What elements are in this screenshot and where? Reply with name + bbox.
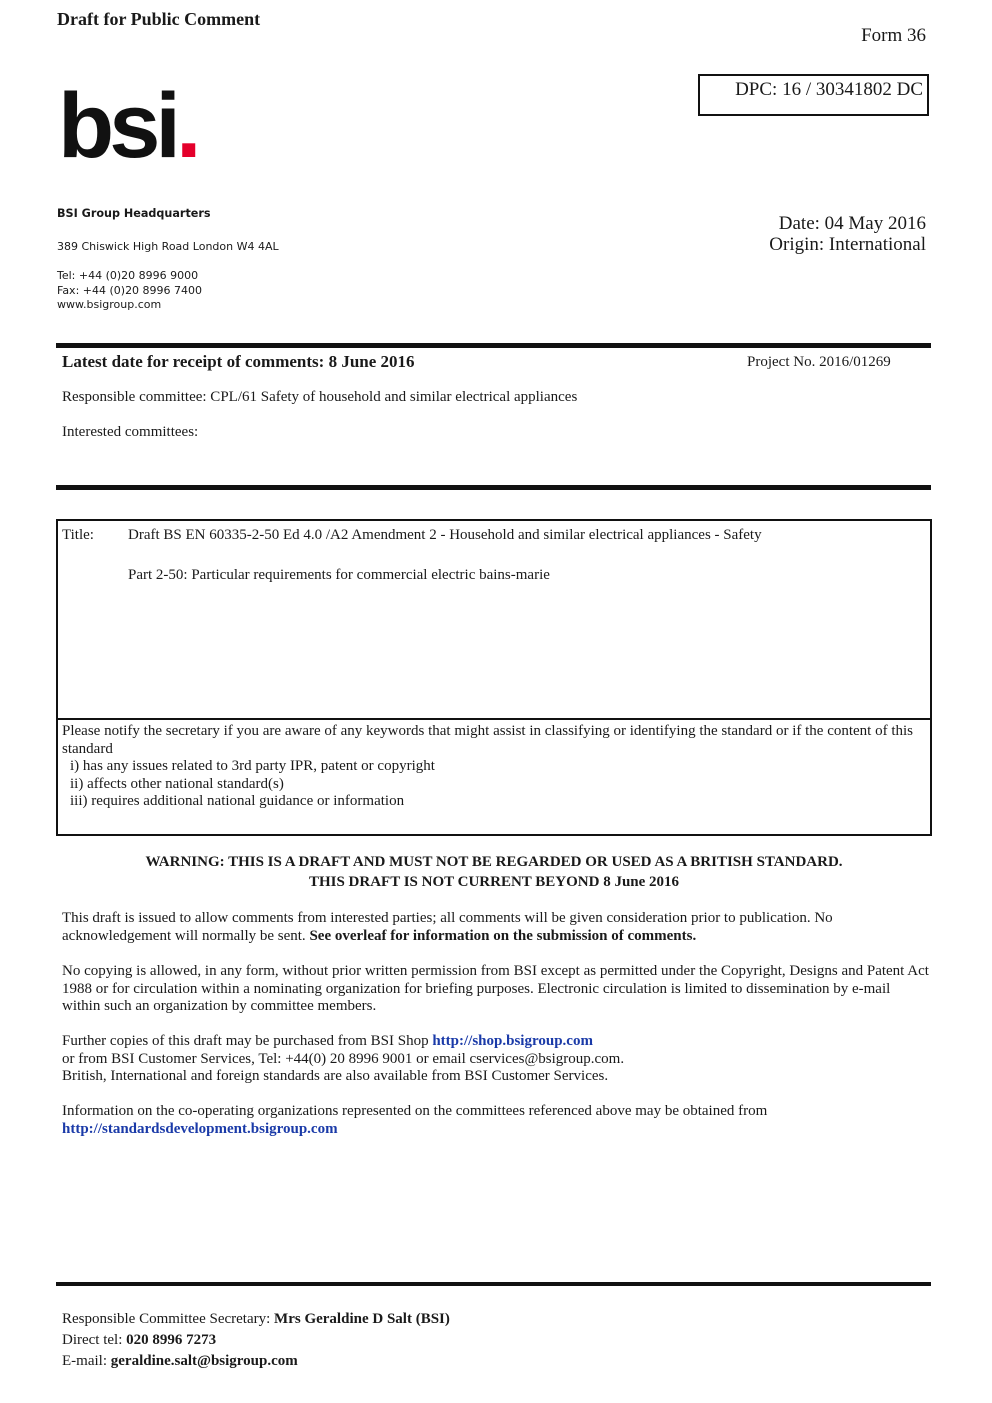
bsi-logo — [58, 75, 202, 177]
dpc-reference-box — [698, 74, 929, 116]
title-box-divider — [58, 718, 930, 720]
notify-item: i) has any issues related to 3rd party IPR, patent or copyright — [70, 758, 435, 774]
notify-text: Please notify the secretary if you are aware of any keywords that might assist in classifying or identifying the standard or if the content of this standard — [62, 723, 914, 757]
secretary-tel-label: Direct tel: — [62, 1332, 127, 1348]
organization-address: 389 Chiswick High Road London W4 4AL — [57, 240, 279, 253]
title-label: Title: — [62, 527, 94, 543]
bsi-shop-link[interactable]: http://shop.bsigroup.com — [432, 1033, 593, 1049]
section-rule-bottom — [56, 485, 931, 490]
responsible-committee: Responsible committee: CPL/61 Safety of household and similar electrical appliances — [62, 389, 578, 405]
paragraph-cooperating-orgs — [62, 1103, 932, 1138]
paragraph-3-line-2: or from BSI Customer Services, Tel: +44(0) 20 8996 9001 or email cservices@bsigroup.com. — [62, 1050, 625, 1067]
secretary-email[interactable]: geraldine.salt@bsigroup.com — [110, 1353, 298, 1369]
paragraph-4-text: Information on the co-operating organizations represented on the committees referenced above may be obtained from — [62, 1103, 768, 1119]
paragraph-comments-info — [62, 910, 932, 945]
draft-label: Draft for Public Comment — [57, 9, 261, 29]
secretary-label: Responsible Committee Secretary: — [62, 1311, 275, 1327]
organization-tel: Tel: +44 (0)20 8996 9000 — [57, 269, 199, 282]
title-line-1: Draft BS EN 60335-2-50 Ed 4.0 /A2 Amendment 2 - Household and similar electrical appliances - Safety — [128, 527, 762, 543]
project-number: Project No. 2016/01269 — [747, 354, 891, 370]
organization-web: www.bsigroup.com — [57, 298, 162, 311]
standards-development-link[interactable]: http://standardsdevelopment.bsigroup.com — [62, 1120, 338, 1137]
secretary-email-label: E-mail: — [62, 1353, 111, 1369]
document-date: Date: 04 May 2016 — [778, 213, 926, 234]
secretary-name: Mrs Geraldine D Salt (BSI) — [274, 1311, 450, 1327]
paragraph-copyright: No copying is allowed, in any form, without prior written permission from BSI except as permitted under the Copyright, Designs and Patent Act 1988 or for circulation within a nominating organization for briefing purposes. Electronic circulation is limited to dissemination by e-mail within such an organization by committee members. — [62, 963, 929, 1014]
paragraph-1-bold: See overleaf for information on the submission of comments. — [309, 927, 697, 944]
form-number: Form 36 — [861, 25, 926, 46]
warning-line-2: THIS DRAFT IS NOT CURRENT BEYOND 8 June 2016 — [308, 874, 680, 890]
paragraph-further-copies — [62, 1033, 932, 1086]
title-box — [56, 519, 932, 836]
footer-rule — [56, 1282, 931, 1286]
paragraph-3-line-3: British, International and foreign standards are also available from BSI Customer Services. — [62, 1068, 609, 1084]
paragraph-1-text: This draft is issued to allow comments from interested parties; all comments will be given consideration prior to publication. No acknowledgement will normally be sent. — [62, 910, 833, 944]
paragraph-3-prefix: Further copies of this draft may be purchased from BSI Shop — [62, 1033, 433, 1049]
latest-comment-date: Latest date for receipt of comments: 8 June 2016 — [62, 352, 415, 371]
logo-text: bsi — [58, 75, 176, 177]
secretary-tel: 020 8996 7273 — [126, 1332, 217, 1348]
warning-line-1: WARNING: THIS IS A DRAFT AND MUST NOT BE REGARDED OR USED AS A BRITISH STANDARD. — [145, 854, 843, 870]
dpc-reference: DPC: 16 / 30341802 DC — [735, 79, 923, 100]
organization-fax: Fax: +44 (0)20 8996 7400 — [57, 283, 203, 297]
interested-committees: Interested committees: — [62, 424, 199, 440]
organization-contact — [57, 269, 202, 313]
date-origin-block — [769, 213, 926, 255]
notify-item: iii) requires additional national guidance or information — [70, 793, 405, 809]
notify-section — [62, 723, 922, 811]
notify-item: ii) affects other national standard(s) — [70, 775, 284, 792]
title-line-2: Part 2-50: Particular requirements for commercial electric bains-marie — [128, 567, 550, 583]
logo-dot: . — [175, 75, 202, 177]
document-origin: Origin: International — [769, 234, 926, 255]
draft-warning — [56, 852, 932, 892]
section-rule-top — [56, 343, 931, 348]
secretary-block — [62, 1309, 450, 1372]
organization-name: BSI Group Headquarters — [57, 207, 211, 220]
